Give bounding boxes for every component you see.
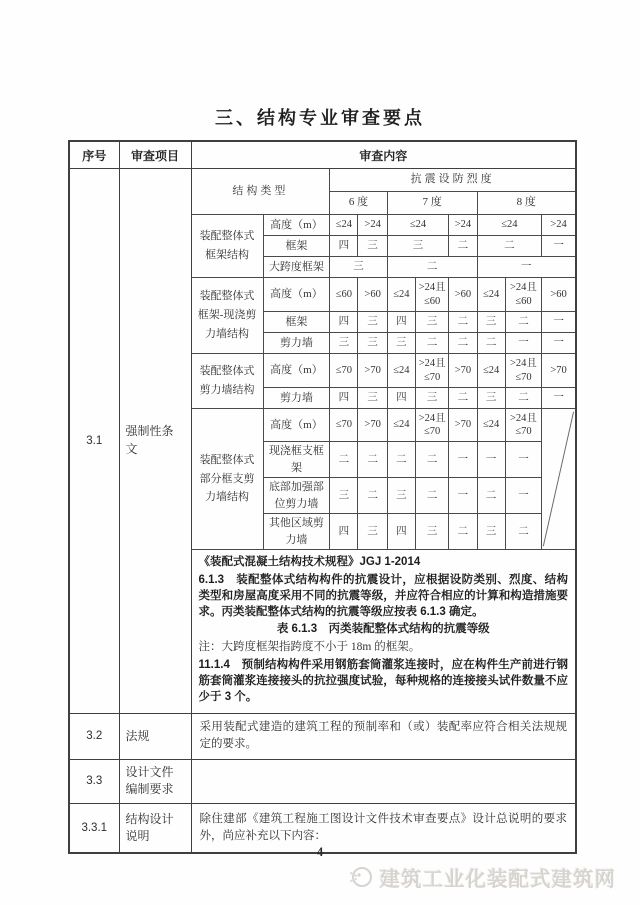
grade-cell: 三 xyxy=(358,312,387,333)
watermark xyxy=(348,862,617,892)
height-cell: ≤24 xyxy=(387,215,449,236)
table-header-row xyxy=(69,141,576,169)
grade-cell: 三 xyxy=(416,388,449,409)
grade-cell: 三 xyxy=(358,514,387,550)
row-item: 法规 xyxy=(119,713,191,759)
degree-6-header: 6 度 xyxy=(330,192,388,215)
height-cell: >24 xyxy=(358,215,387,236)
grade-cell: 二 xyxy=(477,236,542,257)
grade-cell: 二 xyxy=(505,514,541,550)
framesupported-height-row xyxy=(192,409,576,442)
review-table xyxy=(68,140,577,854)
row-no: 3.1 xyxy=(69,169,119,714)
grade-cell: 一 xyxy=(505,442,541,478)
grade-cell: 二 xyxy=(505,388,541,409)
frame-height-row xyxy=(192,215,576,236)
watermark-text: 建筑工业化装配式建筑网 xyxy=(379,868,616,891)
grade-cell: 三 xyxy=(387,236,449,257)
row-label: 框架 xyxy=(263,312,330,333)
degree-7-header: 7 度 xyxy=(387,192,477,215)
grade-cell: 三 xyxy=(358,333,387,354)
row-label: 底部加强部位剪力墙 xyxy=(263,478,330,514)
code-title: 《装配式混凝土结构技术规程》JGJ 1-2014 xyxy=(198,556,421,568)
grade-cell: 二 xyxy=(449,333,477,354)
row-label: 其他区域剪力墙 xyxy=(263,514,330,550)
row-label: 高度（m） xyxy=(263,409,330,442)
grade-cell: 三 xyxy=(358,388,387,409)
height-cell: ≤24 xyxy=(387,409,415,442)
grade-cell: 三 xyxy=(416,312,449,333)
clause-6-1-3: 6.1.3 装配整体式结构构件的抗震设计，应根据设防类别、烈度、结构类型和房屋高度采用不同的抗震等级，并应符合相应的计算和构造措施要求。丙类装配整体式结构的抗震等级应按表 6.1.3 确定。 xyxy=(198,573,568,618)
grade-cell: 四 xyxy=(330,388,358,409)
grade-cell: 三 xyxy=(477,514,505,550)
height-cell: >24且≤70 xyxy=(505,354,541,388)
header-no: 序号 xyxy=(69,141,119,169)
grade-cell: 二 xyxy=(449,388,477,409)
row-label: 剪力墙 xyxy=(263,388,330,409)
height-cell: >24且≤60 xyxy=(416,278,449,312)
height-cell: ≤24 xyxy=(330,215,358,236)
height-cell: >70 xyxy=(542,354,575,388)
height-cell: >70 xyxy=(358,354,387,388)
grade-cell: 二 xyxy=(416,333,449,354)
grade-cell: 二 xyxy=(477,333,505,354)
grade-cell: 一 xyxy=(477,257,575,278)
grade-cell: 四 xyxy=(387,514,415,550)
height-cell: ≤24 xyxy=(477,215,542,236)
table-row-3-3 xyxy=(69,759,576,803)
grade-cell: 二 xyxy=(416,478,449,514)
grade-cell: 一 xyxy=(449,478,477,514)
page-title: 三、结构专业审查要点 xyxy=(215,108,425,128)
height-cell: ≤70 xyxy=(330,354,358,388)
height-cell: ≤24 xyxy=(387,354,415,388)
row-label: 框架 xyxy=(263,236,330,257)
longspan-note: 注：大跨度框架指跨度不小于 18m 的框架。 xyxy=(198,641,421,654)
grade-cell: 三 xyxy=(330,257,388,278)
grade-cell: 二 xyxy=(505,312,541,333)
height-cell: >24且≤70 xyxy=(416,354,449,388)
table-row-3-2 xyxy=(69,713,576,759)
height-cell: ≤24 xyxy=(387,278,415,312)
structure-type-header: 结构类型 xyxy=(192,169,330,215)
grade-cell: 二 xyxy=(449,514,477,550)
height-cell: >24且≤60 xyxy=(505,278,541,312)
structure-name: 装配整体式框架结构 xyxy=(192,215,264,278)
seismic-grade-table xyxy=(192,169,576,549)
grade-cell: 三 xyxy=(387,333,415,354)
grade-cell: 三 xyxy=(330,333,358,354)
grade-cell: 一 xyxy=(477,442,505,478)
clause-11-1-4: 11.1.4 预制结构构件采用钢筋套筒灌浆连接时，应在构件生产前进行钢筋套筒灌浆连接接头的抗拉强度试验，每种规格的连接接头试件数量不应少于 3 个。 xyxy=(198,659,568,703)
grade-cell: 一 xyxy=(542,312,575,333)
height-cell: >60 xyxy=(449,278,477,312)
grade-cell: 二 xyxy=(449,312,477,333)
grade-cell: 一 xyxy=(542,333,575,354)
row-label: 大跨度框架 xyxy=(263,257,330,278)
page-number: 4 xyxy=(316,845,324,859)
height-cell: >70 xyxy=(449,354,477,388)
intensity-header: 抗震设防烈度 xyxy=(330,169,575,192)
grade-cell: 四 xyxy=(330,236,358,257)
notes-block xyxy=(192,549,576,713)
row-label: 高度（m） xyxy=(263,278,330,312)
height-cell: >60 xyxy=(358,278,387,312)
table-row-3-1 xyxy=(69,169,576,714)
height-cell: >24且≤70 xyxy=(416,409,449,442)
header-content: 审查内容 xyxy=(191,141,576,169)
inner-header-row-1 xyxy=(192,169,576,192)
grade-cell: 三 xyxy=(387,478,415,514)
table-6-1-3-caption: 表 6.1.3 丙类装配整体式结构的抗震等级 xyxy=(276,623,490,636)
grade-cell: 三 xyxy=(416,514,449,550)
grade-cell: 三 xyxy=(477,388,505,409)
height-cell: ≤24 xyxy=(477,278,505,312)
watermark-logo-icon xyxy=(348,864,374,890)
grade-cell: 二 xyxy=(330,442,358,478)
height-cell: ≤24 xyxy=(477,409,505,442)
height-cell: ≤60 xyxy=(330,278,358,312)
height-cell: >60 xyxy=(542,278,575,312)
header-item: 审查项目 xyxy=(119,141,191,169)
height-cell: >24 xyxy=(449,215,477,236)
structure-name: 装配整体式框架-现浇剪力墙结构 xyxy=(192,278,264,354)
grade-cell: 三 xyxy=(330,478,358,514)
height-cell: >24且≤70 xyxy=(505,409,541,442)
grade-cell: 一 xyxy=(542,236,575,257)
grade-cell: 二 xyxy=(449,236,477,257)
grade-cell: 一 xyxy=(542,388,575,409)
degree-8-header: 8 度 xyxy=(477,192,575,215)
grade-cell: 一 xyxy=(505,478,541,514)
row-content-cell xyxy=(191,169,576,714)
grade-cell: 四 xyxy=(387,388,415,409)
grade-cell: 二 xyxy=(387,442,415,478)
height-cell: >24 xyxy=(542,215,575,236)
grade-cell: 二 xyxy=(358,442,387,478)
row-content xyxy=(191,759,576,803)
grade-cell: 二 xyxy=(358,478,387,514)
height-cell: ≤24 xyxy=(477,354,505,388)
grade-cell: 四 xyxy=(330,514,358,550)
row-label: 高度（m） xyxy=(263,354,330,388)
grade-cell: 二 xyxy=(387,257,477,278)
grade-cell: 三 xyxy=(477,312,505,333)
row-content: 除住建部《建筑工程施工图设计文件技术审查要点》设计总说明的要求外，尚应补充以下内容： xyxy=(191,803,576,853)
row-label: 剪力墙 xyxy=(263,333,330,354)
shearwall-height-row xyxy=(192,354,576,388)
row-content: 采用装配式建造的建筑工程的预制率和（或）装配率应符合相关法规规定的要求。 xyxy=(191,713,576,759)
height-cell: ≤70 xyxy=(330,409,358,442)
row-item: 结构设计说明 xyxy=(119,803,191,853)
grade-cell: 四 xyxy=(330,312,358,333)
row-no: 3.3.1 xyxy=(69,803,119,853)
row-no: 3.2 xyxy=(69,713,119,759)
grade-cell: 三 xyxy=(358,236,387,257)
row-label: 高度（m） xyxy=(263,215,330,236)
not-applicable-slash xyxy=(542,409,575,550)
height-cell: >70 xyxy=(358,409,387,442)
grade-cell: 二 xyxy=(416,442,449,478)
grade-cell: 一 xyxy=(505,333,541,354)
structure-name: 装配整体式剪力墙结构 xyxy=(192,354,264,409)
grade-cell: 一 xyxy=(449,442,477,478)
structure-name: 装配整体式部分框支剪力墙结构 xyxy=(192,409,264,550)
height-cell: >70 xyxy=(449,409,477,442)
row-item: 设计文件编制要求 xyxy=(119,759,191,803)
row-item: 强制性条文 xyxy=(119,169,191,714)
frame-shearwall-height-row xyxy=(192,278,576,312)
row-no: 3.3 xyxy=(69,759,119,803)
row-label: 现浇框支框架 xyxy=(263,442,330,478)
grade-cell: 二 xyxy=(477,478,505,514)
grade-cell: 四 xyxy=(387,312,415,333)
